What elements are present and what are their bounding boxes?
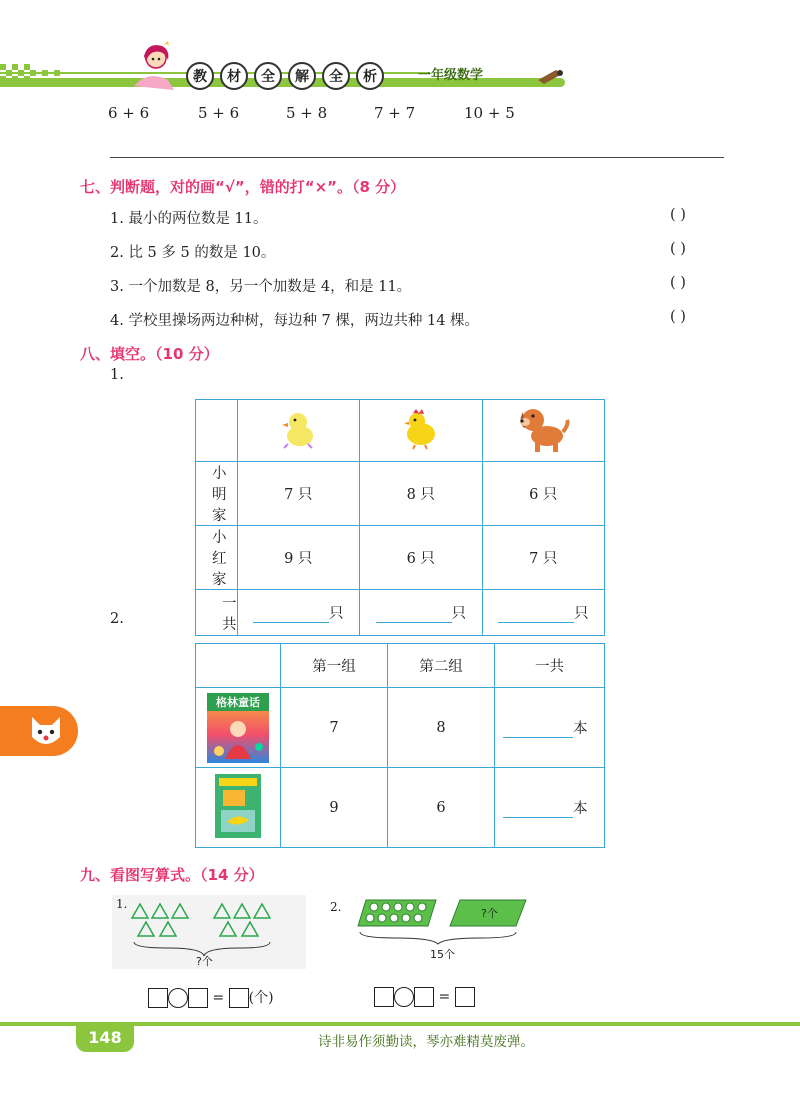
brace-label: ?个 [196, 955, 213, 968]
unit-label: (个) [248, 990, 274, 1006]
egg-tray-figure [356, 896, 528, 946]
equals-sign: = [212, 990, 225, 1006]
unit: 本 [573, 801, 588, 817]
cat-mascot-icon [26, 711, 66, 751]
total-cell [237, 590, 360, 636]
equation-2 [374, 987, 475, 1007]
row-label: 小红家 [196, 526, 238, 590]
section-8-title: 八、填空。（10 分） [80, 345, 219, 363]
pencil-icon [536, 66, 564, 84]
count-cell: 8 只 [360, 462, 483, 526]
expression: 6 + 6 [108, 104, 150, 122]
judgement-item: 2. 比 5 多 5 的数是 10。 [110, 245, 276, 261]
answer-box[interactable] [148, 988, 168, 1008]
answer-box[interactable] [229, 988, 249, 1008]
count-cell: 6 只 [360, 526, 483, 590]
header-char: 材 [220, 62, 248, 90]
duckling-icon [278, 408, 318, 450]
answer-parentheses[interactable]: ( ) [670, 241, 686, 257]
count-cell: 6 只 [482, 462, 605, 526]
answer-blank[interactable] [503, 801, 573, 818]
green-book-icon [215, 774, 261, 838]
answer-box[interactable] [414, 987, 434, 1007]
book-title: 格林童话 [207, 693, 269, 711]
book-cell [196, 768, 281, 848]
header-char: 全 [322, 62, 350, 90]
operator-circle[interactable] [394, 987, 414, 1007]
answer-blank[interactable] [503, 721, 573, 738]
figure-number: 1. [116, 897, 128, 911]
books-table [195, 643, 605, 848]
header-char: 教 [186, 62, 214, 90]
tray-label: ?个 [481, 907, 498, 920]
side-tab [0, 706, 78, 756]
answer-parentheses[interactable]: ( ) [670, 309, 686, 325]
answer-box[interactable] [374, 987, 394, 1007]
count-cell: 7 [281, 688, 388, 768]
total-label: 一共 [196, 590, 238, 636]
equation-1 [148, 987, 274, 1008]
equals-sign: = [438, 989, 451, 1005]
answer-parentheses[interactable]: ( ) [670, 275, 686, 291]
dog-icon [515, 402, 571, 456]
brace-label: 15个 [430, 948, 455, 961]
question-number: 1. [110, 367, 124, 383]
count-cell: 9 [281, 768, 388, 848]
count-cell: 7 只 [237, 462, 360, 526]
total-cell [360, 590, 483, 636]
section-9-title: 九、看图写算式。（14 分） [80, 866, 264, 884]
unit: 只 [451, 606, 466, 622]
total-cell [482, 590, 605, 636]
footer-motto: 诗非易作须勤读，琴亦难精莫废弹。 [318, 1034, 534, 1050]
unit: 只 [574, 606, 589, 622]
header-char: 解 [288, 62, 316, 90]
column-header: 第一组 [281, 644, 388, 688]
answer-box[interactable] [188, 988, 208, 1008]
column-header: 第二组 [388, 644, 495, 688]
section-7-title: 七、判断题，对的画“√”，错的打“×”。（8 分） [80, 178, 406, 196]
dog-cell [482, 400, 605, 462]
fairy-tale-book-icon [207, 693, 269, 763]
book-cell [196, 688, 281, 768]
grade-label: 一年级数学 [418, 68, 484, 83]
expression: 5 + 6 [198, 104, 240, 122]
header-char: 全 [254, 62, 282, 90]
answer-box[interactable] [455, 987, 475, 1007]
answer-parentheses[interactable]: ( ) [670, 207, 686, 223]
fairy-girl-icon [128, 40, 184, 92]
total-cell [495, 768, 605, 848]
expression: 10 + 5 [464, 104, 515, 122]
judgement-item: 4. 学校里操场两边种树，每边种 7 棵，两边共种 14 棵。 [110, 313, 480, 329]
answer-line [110, 157, 724, 158]
column-header: 一共 [495, 644, 605, 688]
row-label: 小明家 [196, 462, 238, 526]
count-cell: 6 [388, 768, 495, 848]
answer-blank[interactable] [376, 606, 452, 623]
duckling-cell [237, 400, 360, 462]
unit: 只 [329, 606, 344, 622]
chick-cell [360, 400, 483, 462]
question-number: 2. [110, 611, 124, 627]
figure-number: 2. [330, 900, 342, 914]
header-char: 析 [356, 62, 384, 90]
total-cell [495, 688, 605, 768]
expression: 5 + 8 [286, 104, 328, 122]
answer-blank[interactable] [498, 606, 574, 623]
page-number: 148 [76, 1026, 134, 1052]
operator-circle[interactable] [168, 988, 188, 1008]
answer-blank[interactable] [253, 606, 329, 623]
count-cell: 7 只 [482, 526, 605, 590]
unit: 本 [573, 721, 588, 737]
judgement-item: 1. 最小的两位数是 11。 [110, 211, 268, 227]
book-series-title [186, 62, 390, 90]
count-cell: 9 只 [237, 526, 360, 590]
expression: 7 + 7 [374, 104, 416, 122]
count-cell: 8 [388, 688, 495, 768]
chick-icon [401, 408, 441, 450]
judgement-item: 3. 一个加数是 8，另一个加数是 4，和是 11。 [110, 279, 412, 295]
animals-table [195, 399, 605, 636]
